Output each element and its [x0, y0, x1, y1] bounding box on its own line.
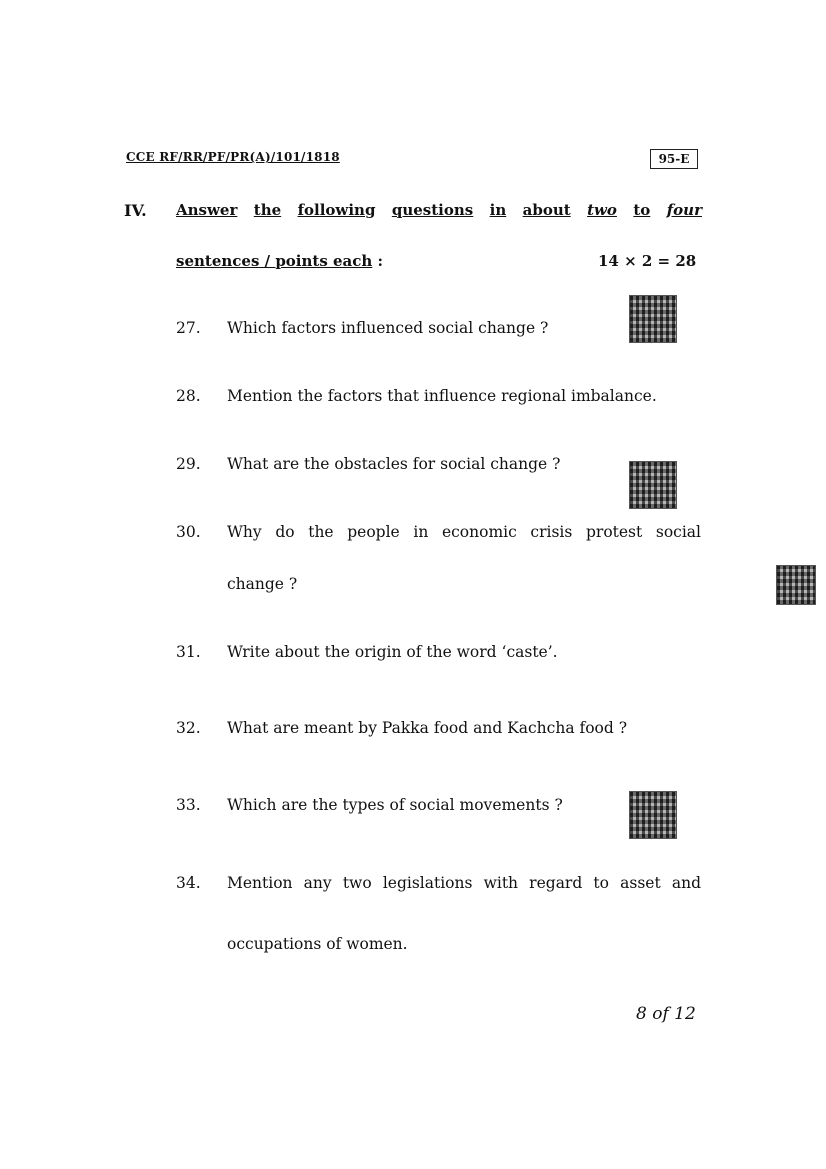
- question-number: 28.: [176, 387, 201, 405]
- instruction-colon: :: [372, 252, 384, 270]
- instruction-word: following: [297, 201, 376, 219]
- page-number: 8 of 12: [636, 1004, 696, 1024]
- question-text-line-2: occupations of women.: [227, 935, 408, 953]
- instruction-word: in: [489, 201, 507, 219]
- instruction-word: Answer: [176, 201, 238, 219]
- question-number: 30.: [176, 523, 201, 541]
- question-text: Which factors influenced social change ?: [227, 319, 549, 337]
- question-number: 32.: [176, 719, 201, 737]
- instruction-word: questions: [391, 201, 474, 219]
- question-text-line-2: change ?: [227, 575, 298, 593]
- question-text: What are the obstacles for social change ?: [227, 455, 561, 473]
- instruction-word: the: [253, 201, 282, 219]
- instruction-line-2-text: sentences / points each: [176, 252, 373, 270]
- instruction-line-2: [176, 252, 383, 270]
- question-number: 34.: [176, 874, 201, 892]
- question-text-line-1: Mention any two legislations with regard to asset and: [227, 874, 701, 892]
- question-number: 29.: [176, 455, 201, 473]
- question-number: 27.: [176, 319, 201, 337]
- marks-allocation: 14 × 2 = 28: [598, 252, 697, 270]
- instruction-line-1: [176, 201, 702, 219]
- question-number: 33.: [176, 796, 201, 814]
- instruction-word: about: [522, 201, 571, 219]
- question-text: What are meant by Pakka food and Kachcha food ?: [227, 719, 628, 737]
- instruction-word-emphasis: two: [587, 201, 617, 219]
- question-text-line-1: Why do the people in economic crisis protest social: [227, 523, 701, 541]
- side-qr-code-image: [776, 565, 816, 605]
- version-badge: 95-E: [650, 149, 698, 169]
- question-text: Which are the types of social movements ?: [227, 796, 563, 814]
- section-number: IV.: [124, 201, 147, 220]
- question-number: 31.: [176, 643, 201, 661]
- question-text: Mention the factors that influence regional imbalance.: [227, 387, 657, 405]
- qr-code-image: [629, 295, 677, 343]
- qr-code-image: [629, 461, 677, 509]
- instruction-word: to: [633, 201, 651, 219]
- qr-code-image: [629, 791, 677, 839]
- paper-code: CCE RF/RR/PF/PR(A)/101/1818: [126, 150, 340, 164]
- question-text: Write about the origin of the word ‘caste’.: [227, 643, 558, 661]
- instruction-word-emphasis: four: [666, 201, 702, 219]
